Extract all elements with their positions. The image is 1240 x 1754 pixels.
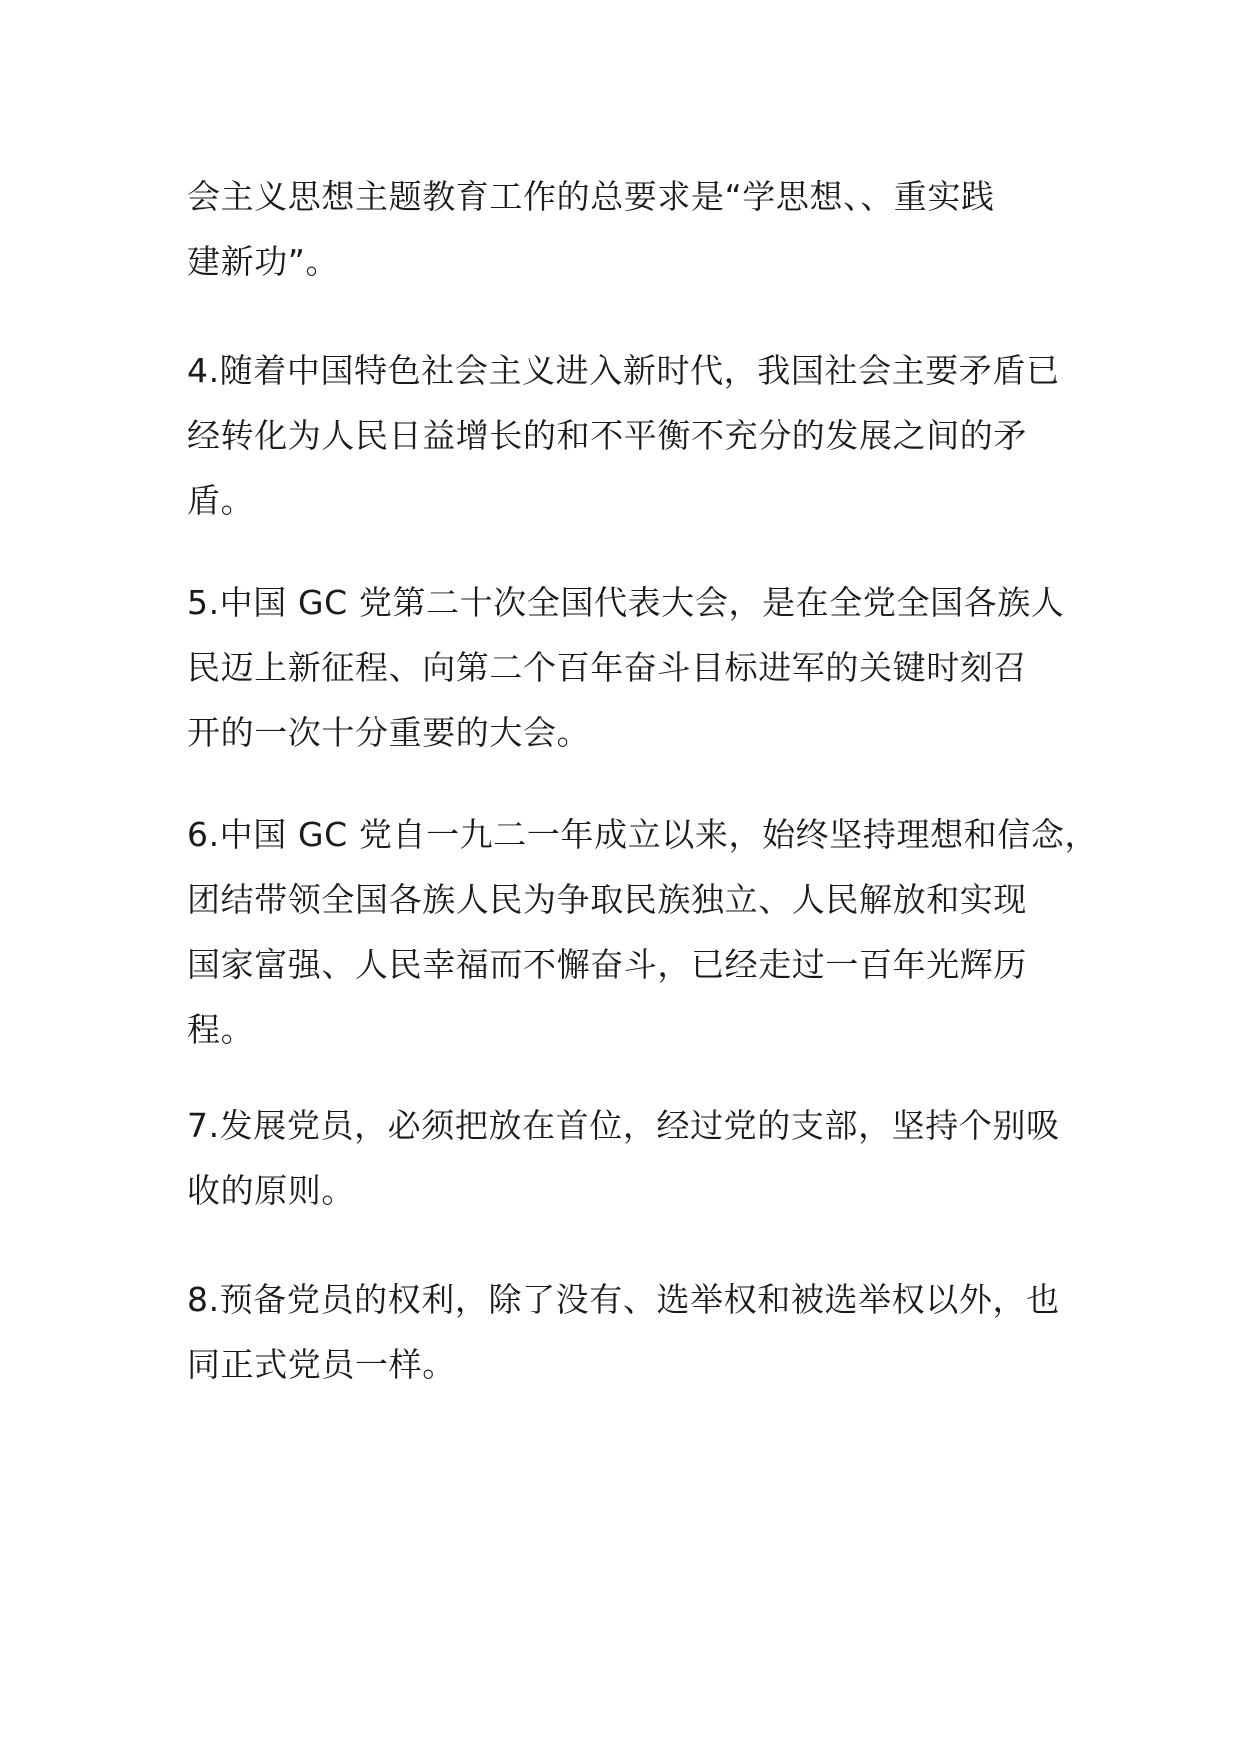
text-line: 收的原则。 <box>187 1171 355 1210</box>
text-line: 6.中国 GC 党自一九二一年成立以来，始终坚持理想和信念， <box>187 815 1099 854</box>
text-line: 建新功”。 <box>187 242 340 281</box>
text-line: 国家富强、人民幸福而不懈奋斗，已经走过一百年光辉历 <box>187 945 1027 984</box>
text-line: 盾。 <box>187 481 255 520</box>
text-line: 8.预备党员的权利，除了没有、选举权和被选举权以外，也 <box>187 1280 1060 1319</box>
text-line: 团结带领全国各族人民为争取民族独立、人民解放和实现 <box>187 880 1027 919</box>
paragraph-intro-continuation <box>187 164 1087 294</box>
text-line: 7.发展党员，必须把放在首位，经过党的支部，坚持个别吸 <box>187 1106 1060 1145</box>
paragraph-item-7 <box>187 1093 1087 1223</box>
text-line: 同正式党员一样。 <box>187 1345 456 1384</box>
paragraph-item-5 <box>187 570 1087 765</box>
text-line: 会主义思想主题教育工作的总要求是“学思想、、重实践 <box>187 177 995 216</box>
paragraph-item-4 <box>187 338 1087 533</box>
text-line: 经转化为人民日益增长的和不平衡不充分的发展之间的矛 <box>187 416 1027 455</box>
paragraph-item-6 <box>187 802 1099 1062</box>
text-line: 4.随着中国特色社会主义进入新时代，我国社会主要矛盾已 <box>187 351 1060 390</box>
text-line: 民迈上新征程、向第二个百年奋斗目标进军的关键时刻召 <box>187 648 1027 687</box>
paragraph-item-8 <box>187 1267 1087 1397</box>
text-line: 5.中国 GC 党第二十次全国代表大会，是在全党全国各族人 <box>187 583 1065 622</box>
text-line: 程。 <box>187 1010 255 1049</box>
text-line: 开的一次十分重要的大会。 <box>187 713 591 752</box>
